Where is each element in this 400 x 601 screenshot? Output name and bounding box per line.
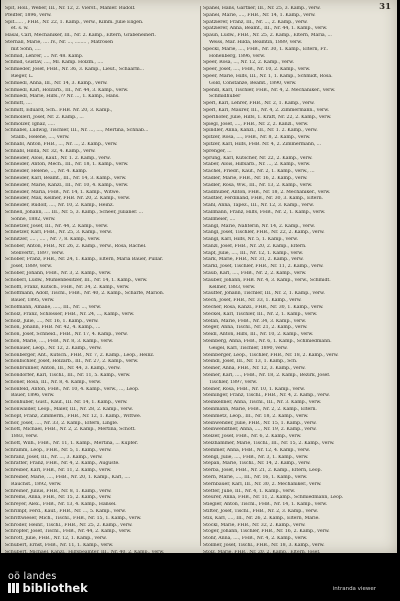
directory-entry: Stahl, Anna, Tapez., III., Nr. 12, 3. Kamp., verw. (203, 203, 314, 209)
directory-entry: Pfeiffer, 1896, verw. (5, 12, 52, 18)
directory-entry: Schneider, Helene, ..., Nr. 4. Kamp. (5, 169, 88, 175)
directory-entry: Sterba, Josef, FHB., Nr. 21, 2. Kamp., Eltern, Leop. (203, 468, 322, 474)
directory-entry: Söhne, 1882, verw. (11, 216, 56, 222)
directory-entry: Schönauer, Leop., Nr. 12, 2. Kamp., verw. (5, 345, 102, 351)
directory-entry: Schnabel, Ludwig, Tischler, III., Nr. ..., ...., Mertina, Schnab... (5, 128, 149, 134)
directory-entry: Schönwälder, Leop., Maler, III., Nr. 28, 2. Kamp., verw. (5, 407, 133, 413)
directory-entry: Schmidhuber (209, 94, 241, 100)
page-number: 31 (379, 2, 391, 12)
directory-entry: Schnitzer, .... , .... , Nr. 7, 8. Kamp., verw. (5, 237, 101, 243)
directory-entry: Schrittwieser, Mich., Tischl., FHB., Nr. 15, 1. Kamp., verw. (5, 515, 142, 521)
directory-entry: Bauer, 1896, verw. (11, 393, 55, 399)
directory-entry: Schrott, Julie, FHB., Nr. 12, 1. Kamp., verw. (5, 536, 107, 542)
directory-entry: Spanel, Hans, Gärtner, III., Nr. 25, 3. Kamp., verw. (203, 6, 321, 11)
directory-entry: Spitzer, Karl, Hilfs, FHB. Nr. 4, 2. Zimmermann, ... (203, 141, 322, 147)
directory-entry: Schönbichler, Josef, Holzarb., III., Nr. 27, 2. Kamp., verw. (5, 359, 139, 365)
directory-entry: Steinberg, Anna, FHB., Nr. 6, 1. Kamp., Schmiedmann. (203, 339, 332, 345)
directory-entry: Geigel, Karl, Tischler, 1890, verw. (209, 345, 288, 351)
directory-entry: Schneider, Karl, Beamt., III., Nr. 14, 3. Kamp., verw. (5, 175, 127, 181)
directory-entry: Stelzer, Josef, FHB., Nr. 6, 2. Kamp., verw. (203, 434, 302, 440)
directory-entry: Steininger, Franz, Tischl., FHB., Nr. 4, 2. Kamp., verw. (203, 393, 330, 399)
directory-entry: Schnabl, Hilda, Nr. 32, 4. Kamp., verw. (5, 148, 96, 154)
directory-entry: Schön, Marie, ...., FHB., Nr. 8, 3. Kamp., verw. (5, 339, 114, 345)
directory-entry: Stiegler, Anton, Tischl., FHB., Nr. 14, 1. Kamp., verw. (203, 502, 328, 508)
directory-entry: Stauffer, Johann, Tischler, III., Nr. 2, 1. Kamp., verw. (203, 291, 325, 297)
directory-entry: Stepan, Marie, Tischl., Nr. 14, 2. Kamp., verw. (203, 461, 311, 467)
directory-entry: Stern, Marie, ...., III., Nr. 16, 1. Kamp., verw. (203, 474, 308, 480)
directory-entry: Schratter, Franz, FHB., Nr. 4, 2. Kamp., Auguste. (5, 461, 120, 467)
directory-entry: Scholz, Julie, ...., Nr. 16, 1. Kamp., verw. (5, 318, 99, 324)
directory-entry: Staber, Alois, Hilfsarb., Nr. ..., 2. Kamp., verw. (203, 162, 311, 168)
directory-entry: Schönbrunner, Anton, III., Nr. 44, 3. Kamp., verw. (5, 366, 121, 372)
directory-entry: Schneider, Max, Kellner, FHB. Nr. 20, 2. Kamp., verw. (5, 196, 131, 202)
directory-entry: Stadler, Rosa, Ww., III., Nr. 13, 2. Kamp., verw. (203, 182, 313, 188)
directory-entry: Josef, 1889, verw. (11, 264, 53, 270)
directory-entry: Schrimpf, Ferd., Kauf., FHB., Nr. ..., 5. Kamp., verw. (5, 508, 127, 514)
directory-entry: Schmöllerl, Josef, Nr. 2. Kamp., ... (5, 114, 84, 120)
directory-entry: Stadtler, Ferdinand, FHB., Nr. 30, 3. Kamp., Eltern. (203, 196, 323, 202)
directory-entry: Stachel, Friedr., Kauf., Nr. 2, 1. Kamp., verw., ... (203, 169, 315, 175)
directory-entry: Stolz, Marie, FHB., Nr. 20, 2. Kamp., Eltern, Josef. (203, 549, 321, 553)
directory-entry: Schnetzer, Josef, III., Nr. 44, 2. Kamp., verw. (5, 223, 109, 229)
directory-entry: 1883, verw. (11, 434, 38, 440)
directory-entry: Stelzhammer, Marie, Tischl., III., Nr. 15, 2. Kamp., verw. (203, 441, 335, 446)
directory-entry: Schneider, Maria, FHB., Nr. 14, 1. Kamp., Witwe. (5, 189, 120, 195)
directory-entry: Stadler, Marie, FHB., Nr. 16, 2. Kamp., verw. (203, 175, 308, 181)
directory-entry: Schranz, Josef, III., Nr. ..., 3. Kamp., verw. (5, 454, 103, 460)
directory-entry: Rieger, L. (11, 73, 34, 79)
directory-entry: Stanzl, Josef, FHB., Nr. 20, 2. Kamp., Eltern. (203, 243, 307, 249)
directory-entry: Scholz, Franz, Schlosser, FHB., Nr. 24, ..., Kamp., verw. (5, 311, 135, 317)
directory-entry: Schnabl, Anton, FHB., ..., Nr. ..., 2. Kamp., verw. (5, 141, 118, 147)
directory-entry: Spatzierer, Anna, Beamt., III., Nr. 44, 1. Kamp., verw. (203, 26, 328, 32)
left-column (5, 6, 197, 553)
logo-line2: bibliothek (22, 581, 88, 595)
directory-entry: Sternall, Marie, .... IV., Nr. ..., ........ , Matrosen (5, 39, 113, 45)
directory-entry: Speer, Rosa, ..., Nr. 12, 2. Kamp., verw. (203, 60, 294, 66)
directory-entry: Schröder, Heinr., Tischl., FHB., Nr. 25, 2. Kamp., verw. (5, 522, 133, 528)
directory-entry: Stangl, Karl, Hilfs, Nr. 5, 1. Kamp., verw. (203, 237, 299, 243)
directory-entry: Schönhuber, Gust., Kauf., III. Nr. 14, 1. Kamp., verw. (5, 400, 128, 406)
directory-entry: Schön, Josef, Schneid., FHB., Nr. 17, 4. Kamp., verw. (5, 332, 128, 338)
directory-entry: Stemmer, Anna, FHB., Nr. 12, 4. Kamp., verw. (203, 447, 311, 453)
directory-entry: Steidl, Anton, Hilfs, III., Nr. 10, 2. Kamp., verw. (203, 332, 314, 338)
directory-entry: Schmitt, .... (5, 101, 32, 107)
directory-entry: Stefan, Marie, FHB., Nr. 34, 3. Kamp., verw. (203, 318, 307, 324)
directory-entry: Steurer, Anna, FHB., Nr. 11, 2. Kamp., Schmiedmann, Leop. (203, 495, 344, 501)
directory-entry: Stetter, Julie, III., Nr. 4, 1. Kamp., verw. (203, 488, 296, 494)
directory-entry: Schönberger, Ant., Kutsch., FHB., Nr. 7, 2. Kamp., Leop., Heinz. (5, 352, 155, 358)
directory-entry: Schröpfer, Josef, Tischl., FHB., Nr. 44, 2. Kamp., verw. (5, 529, 132, 535)
directory-entry: Hasal, Carl, Mechaniker, III., Nr. 2. Kamp., Eltern, Grabeneinerl. (5, 33, 156, 39)
column-divider (200, 6, 201, 546)
directory-entry: Starkl, Josef, Tischler, FHB., Nr. 11, 2. Kamp., verw. (203, 264, 324, 270)
directory-entry: Spatzierer, Franz, III., Nr. ..., 2. Kamp., verw. (203, 19, 308, 25)
directory-entry: Schober, Franz, FHB., Nr. 24, 1. Kamp., Eltern, Maria Bauer, Pullar. (5, 257, 164, 263)
directory-entry: Schöfmann, Amalie, ....., III., Nr. ..., verw. (5, 305, 102, 311)
directory-entry: Schneider, Marie, Kanzl., III., Nr. 10, 4. Kamp., verw. (5, 182, 129, 188)
directory-entry: Schöberl, Ludw., Mühlenbesitzer, III., Nr. 14, 1. Kamp., verw. (5, 277, 148, 283)
logo-line1: oö landes (8, 571, 57, 582)
directory-entry: Stapf, Julie, ...., III., Nr. 12, 1. Kamp., verw. (203, 250, 304, 256)
directory-entry: Schreyer, Alex., FHB., Nr. 13, 4. Kamp., Hansel. (5, 502, 117, 508)
directory-entry: Stöhr, Anna, ...., FHB., Nr. 4, 2. Kamp., verw. (203, 536, 308, 542)
directory-entry: Stangl, Josef, Tischler, FHB., Nr. 22, 2. Kamp., verw. (203, 230, 325, 236)
directory-entry: Bauer, 1895, verw. (11, 298, 55, 304)
directory-entry: Schor, Josef, ...., Nr. 33, 2. Kamp., Eltern, Lingle. (5, 420, 119, 426)
directory-entry: Schneider, Anton, Mech., III., Nr. 18, 1. Kamp., verw. (5, 162, 129, 168)
directory-entry: Schreiber, Marie, ...., FHB., Nr. 20, 1. Kamp., Karl, .... (5, 474, 131, 480)
directory-entry: Sprung, Karl, Kutscher, Nr. 22, 2. Kamp., verw. (203, 155, 313, 161)
directory-entry: mit Sohn, .... (11, 46, 41, 52)
directory-entry: Spendl, Karl, Tischler, FHB., Nr. 4, 2. Mechaniker., verw. (203, 87, 336, 93)
directory-entry: Schott, Wilh., FHB., Nr. 11, 1. Kamp., Mertina, ... Kupfer. (5, 441, 138, 446)
viewer-footer (0, 553, 400, 601)
directory-entry: Sperlhofer, Julie, Hilfs, 1. Kraft, Nr. 22, 2. Kamp., verw. (203, 114, 332, 120)
directory-entry: Stech, Josef, FHB., Nr. 33, 1. Kamp., verw. (203, 298, 302, 304)
directory-entry: Schmiedl, Anna, III., Nr. 14, 3. Kamp., verw. (5, 80, 108, 86)
directory-entry: Steiner, Rosa, FHB., Nr. 10, 1. Kamp., verw. (203, 386, 305, 392)
directory-entry: Schneider, Rudolf, ...., Nr. 10, 2. Kamp., Heinz. (5, 203, 114, 209)
directory-entry: Stecher, Rosa, Kanzl., FHB., Nr. 30, 1. Kamp., verw. (203, 305, 324, 311)
directory-entry: Schöner, Rosa, III., Nr. 8, 4. Kamp., verw. (5, 379, 102, 385)
directory-entry: Schöndorfer, Karl, Tischl., III., Nr. 11, 5. Kamp., verw. (5, 373, 131, 379)
directory-entry: Schönfeld, Anton, FHB., Nr. 10, 4. Kamp., verw., ..., Leop. (5, 386, 140, 392)
directory-entry: Stifter, Josef, Tischl., FHB., Nr. 2, 3. Kamp., verw. (203, 508, 318, 514)
directory-entry: Steinberger, Leop., Tischler, FHB., Nr. 18, 2. Kamp., verw. (203, 352, 339, 358)
directory-entry: Steinmetz, Leop., III., Nr. 18, 2. Kamp., verw. (203, 413, 309, 419)
directory-entry: Schneider, Alois, Kauf., Nr. 1. 2. Kamp., verw. (5, 155, 111, 161)
directory-entry: Schnell, Johann, .... III., Nr. 5, 3. Kamp., Scheer, Julianer. ... (5, 209, 144, 215)
directory-entry: Steiner, Karl, ...., FHB., Nr. 18, 2. Kamp., Bezirk, Josef. (203, 373, 331, 379)
directory-entry: Spaun, Ludw., FHB., Nr. 25, 2. Kamp., Eltern, Maria, ... (203, 33, 332, 39)
directory-entry: Sprenger, ... (203, 148, 232, 154)
directory-entry: Schott, Michael, FHB., Nr. 2, 2. Kamp., Mertina, Schott. (5, 427, 136, 433)
directory-entry: Gold, Constanze, Beamt., 1890, verw. (209, 80, 297, 86)
directory-entry: Sperl, Karl, Lehrer, FHB., Nr. 2, 1. Kamp., verw. (203, 101, 315, 107)
directory-entry: Steger, Anna, Tischl., Nr. 21, 2. Kamp., verw. (203, 325, 308, 331)
directory-entry: Speer, Marie, Hilfs, III., Nr. 1, 1. Kamp., Schmidt, Rosa. (203, 73, 333, 79)
directory-entry: Speer, Josef, ...., FHB., Nr. 10, 2. Kamp., verw. (203, 67, 311, 73)
scanned-page (1, 0, 397, 553)
directory-entry: Rauchst., 1892, verw. (11, 481, 62, 487)
directory-entry: Spit...... , FHB., Nr. 22, 1. Kamp., verw., Kimm. Julie Eligen. (5, 19, 144, 25)
directory-entry: Steinmann, Marie, FHB., Nr. 2, 2. Kamp., Eltern. (203, 407, 317, 413)
directory-entry: Spiegl, Josef, ...., FHB., Nr. 2, 2. Kanzl., verw. (203, 121, 309, 127)
right-column (203, 6, 395, 553)
directory-entry: Schrems, Anna, FHB., Nr. 15, 2. Kamp., verw. (5, 495, 112, 501)
directory-entry: Schubert, Ernst, FHB., Nr. 11, 1. Kamp., verw. (5, 542, 114, 548)
directory-entry: Stellvertr., 1897, verw. (11, 250, 64, 256)
directory-entry: Schmiedl, Karl, Holzarb., III., Nr. 44, 3. Kamp., verw. (5, 87, 129, 93)
directory-entry: Stix, Karl, ...., III., Nr. 26, 2. Kamp., Eltern, Marie. (203, 515, 320, 521)
directory-entry: Schöffl, Franz, Kutsch., FHB., Nr. 34, 2. Kamp., verw. (5, 284, 130, 290)
directory-entry: Steckel, Karl, Tischler, III., Nr. 2, 1. Kamp., verw. (203, 311, 318, 317)
directory-entry: Schöpf, Franz, Zimmerm., FHB., Nr. 12, 1. Kamp., Wittwe. (5, 413, 142, 419)
directory-entry: Sternbauer, Karl, III., Nr. 30, 2. Mechaniker., verw. (203, 481, 322, 487)
directory-entry: Schmieder, Josef, FHB., Nr. 36, 3. Kamp., Lieut., Schaarm... (5, 67, 145, 73)
directory-entry: Stangl, Marie, Nähterin, Nr. 14, 2. Kamp., verw. (203, 223, 315, 229)
directory-entry: Schramm, Leop., FHB., Nr. 5, 1. Kamp., verw. (5, 447, 112, 453)
directory-entry: Stallb., Helene, ...., verw. (11, 135, 70, 141)
directory-entry: Stallmeier, .... (203, 216, 236, 222)
directory-entry: Schmitt, Eduard, Sch.. FHB. Nr. 20, 3. Kamp., (5, 107, 113, 113)
directory-entry: Steiner, Anna, FHB., Nr. 12, 3. Kamp., verw. (203, 366, 306, 372)
directory-entry: Schöffmann, Adolf, Tischl., FHB., Nr. 40, 2. Kamp., Scharfe, Marion. (5, 291, 165, 297)
directory-entry: Stadlhuber, Anton, FHB., Nr. 18, 2. Mechaniker., verw. (203, 189, 331, 195)
directory-entry: Stark, Marie, FHB., Nr. 31, 2. Kamp., verw. (203, 257, 304, 263)
directory-entry: Schmiedl, Marie, Hilfs.,?? Nr. ..., 1. Kamp., Hans. (5, 94, 120, 100)
viewer-label: intranda viewer (332, 586, 376, 592)
directory-entry: Steinwender, Julie, FHB., Nr. 15, 1. Kamp., verw. (203, 420, 317, 426)
directory-entry: Schubert, Michael, Kanzl., Hilfsbeamter, III., Nr. 40, 2. Kamp., verw. (5, 549, 165, 553)
directory-entry: Schreiber, Karl, FHB., Nr. 11, 2. Kamp., verw. (5, 468, 112, 474)
directory-entry: Speckl, Marie, ...., FHB., Nr. 30, 1. Kamp., Eltern, Fr.. (203, 46, 329, 52)
directory-entry: Stöllner, Josef, Tischl., FHB., Nr. 18, 3. Kamp., verw. (203, 542, 325, 548)
logo-bars-icon (8, 583, 19, 593)
directory-entry: Spit, Holl., Weber, III., Nr. 12, 2. Vierst., Mahler. Rudolf. (5, 6, 136, 11)
directory-entry: Steindl, Josef, III., Nr. 13, 1. Kamp., Sch. (203, 359, 298, 365)
directory-entry: Stöckl, Marie, FHB., Nr. 32, 2. Kamp., verw. (203, 522, 306, 528)
directory-entry: Staub, Karl, ...., FHB., Nr. 2, 2. Kamp., verw. (203, 271, 307, 277)
directory-entry: Schober, Anton, FHB., Nr. 26, 2. Kamp., verw., Rosa, Rachel. (5, 243, 147, 249)
directory-entry: Stöger, Johann, Tischler, FHB., Nr. 16, 2. Kamp., verw. (203, 529, 330, 535)
directory-entry: Schmid, Lehrer, .... Nr. 48. Kamp. (5, 53, 84, 59)
directory-entry: Hohenberg, 1896, verw. (209, 53, 266, 59)
directory-entry: Kellner, 1883, verw. (209, 284, 256, 290)
directory-entry: Schön, Johann, FHB. Nr. 42, 4. Kamp., ... (5, 325, 101, 331)
directory-entry: Steinwendtner, Anna, ...., Nr. 19, 2. Kamp., verw. (203, 427, 317, 433)
directory-entry: Stallmann, Franz, Hilfs, FHB., Nr. 2, 1. Kamp., verw. (203, 209, 326, 215)
directory-entry: Spindler, Anna, Kanzl., III., Nr. 1. 2. Kamp., verw. (203, 128, 318, 134)
directory-entry: Tischler, 1897, verw. (209, 379, 258, 385)
directory-entry: Stengl, Julie, ...., FHB., Nr. 3, 1. Kamp., verw. (203, 454, 309, 460)
directory-entry: Spitzer, Rosa, ...., FHB., Nr. 8, 2. Kamp., verw. (203, 135, 311, 141)
directory-entry: Steinkellner, Anna, Tischl., III., Nr. 3. Kamp., verw. (203, 400, 322, 406)
directory-entry: Schmölzer, Ignaz, ..... (5, 121, 55, 127)
library-logo[interactable] (8, 572, 88, 594)
directory-entry: Spanel, Marie, ...., FHB., Nr. 14, 1. Kamp., verw. (203, 12, 316, 18)
directory-entry: Stauber, Johann, FHB. Nr. 4, 3. Kamp., verw., Schmidt. (203, 277, 331, 283)
directory-entry: Schmid, Gustav, ...., Ml. Kamp. Holzm., .... (5, 60, 104, 66)
directory-entry: Sperl, Karl, Maurer, III., Nr. 4, 2. Zimmermann., verw. (203, 107, 330, 113)
directory-entry: Weiss, Mar. Hilda, Beamtin, 1889, verw. (209, 39, 303, 45)
directory-entry: Schober, Johann, FHB., Nr. 3, 2. Kamp., verw. (5, 271, 112, 277)
directory-entry: et. s. w. (11, 26, 29, 32)
directory-entry: Schreiner, Julius, FHB., Nr. 8, 1. Kamp., verw. (5, 488, 112, 494)
directory-entry: Schnetzer, Karl, FHB., Nr. 25, 3. Kamp., verw. (5, 230, 112, 236)
